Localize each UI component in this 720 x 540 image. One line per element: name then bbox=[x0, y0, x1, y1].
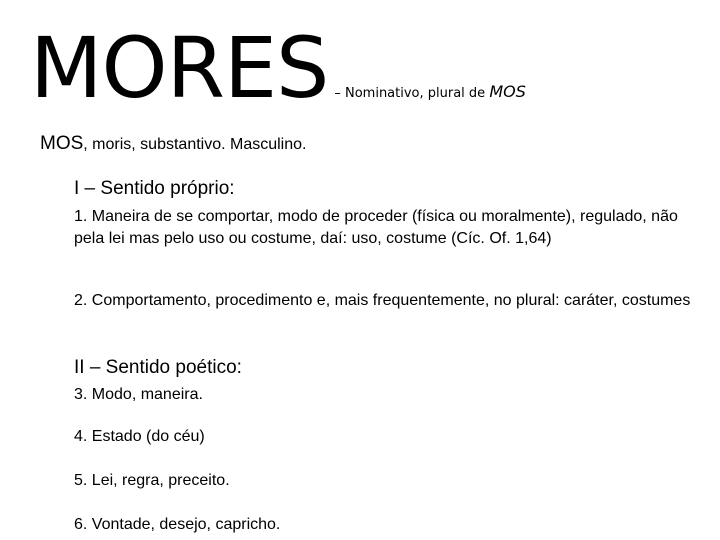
page-subtitle bbox=[334, 82, 526, 101]
section-heading-proprio: I – Sentido próprio: bbox=[74, 178, 235, 199]
page-title: MORES bbox=[30, 19, 329, 117]
definition-item-2: 2. Comportamento, procedimento e, mais frequentemente, no plural: caráter, costumes bbox=[74, 292, 691, 309]
entry-definition: , moris, substantivo. Masculino. bbox=[83, 136, 307, 153]
section-heading-poetico: II – Sentido poético: bbox=[74, 357, 242, 378]
definition-item-5: 5. Lei, regra, preceito. bbox=[74, 472, 230, 489]
subtitle-prefix: – Nominativo, plural de bbox=[334, 86, 486, 101]
definition-item-6: 6. Vontade, desejo, capricho. bbox=[74, 516, 281, 533]
subtitle-word: MOS bbox=[489, 82, 526, 101]
page-title-row bbox=[30, 19, 526, 117]
definition-item-4: 4. Estado (do céu) bbox=[74, 428, 205, 445]
definition-item-3: 3. Modo, maneira. bbox=[74, 386, 203, 403]
entry-definition-line bbox=[40, 133, 306, 155]
definition-item-1: 1. Maneira de se comportar, modo de proceder (física ou moralmente), regulado, não pela lei mas pelo uso ou costume, daí: uso, costume (Cíc. Of. 1,64) bbox=[74, 208, 678, 247]
entry-lemma: MOS bbox=[40, 133, 84, 154]
